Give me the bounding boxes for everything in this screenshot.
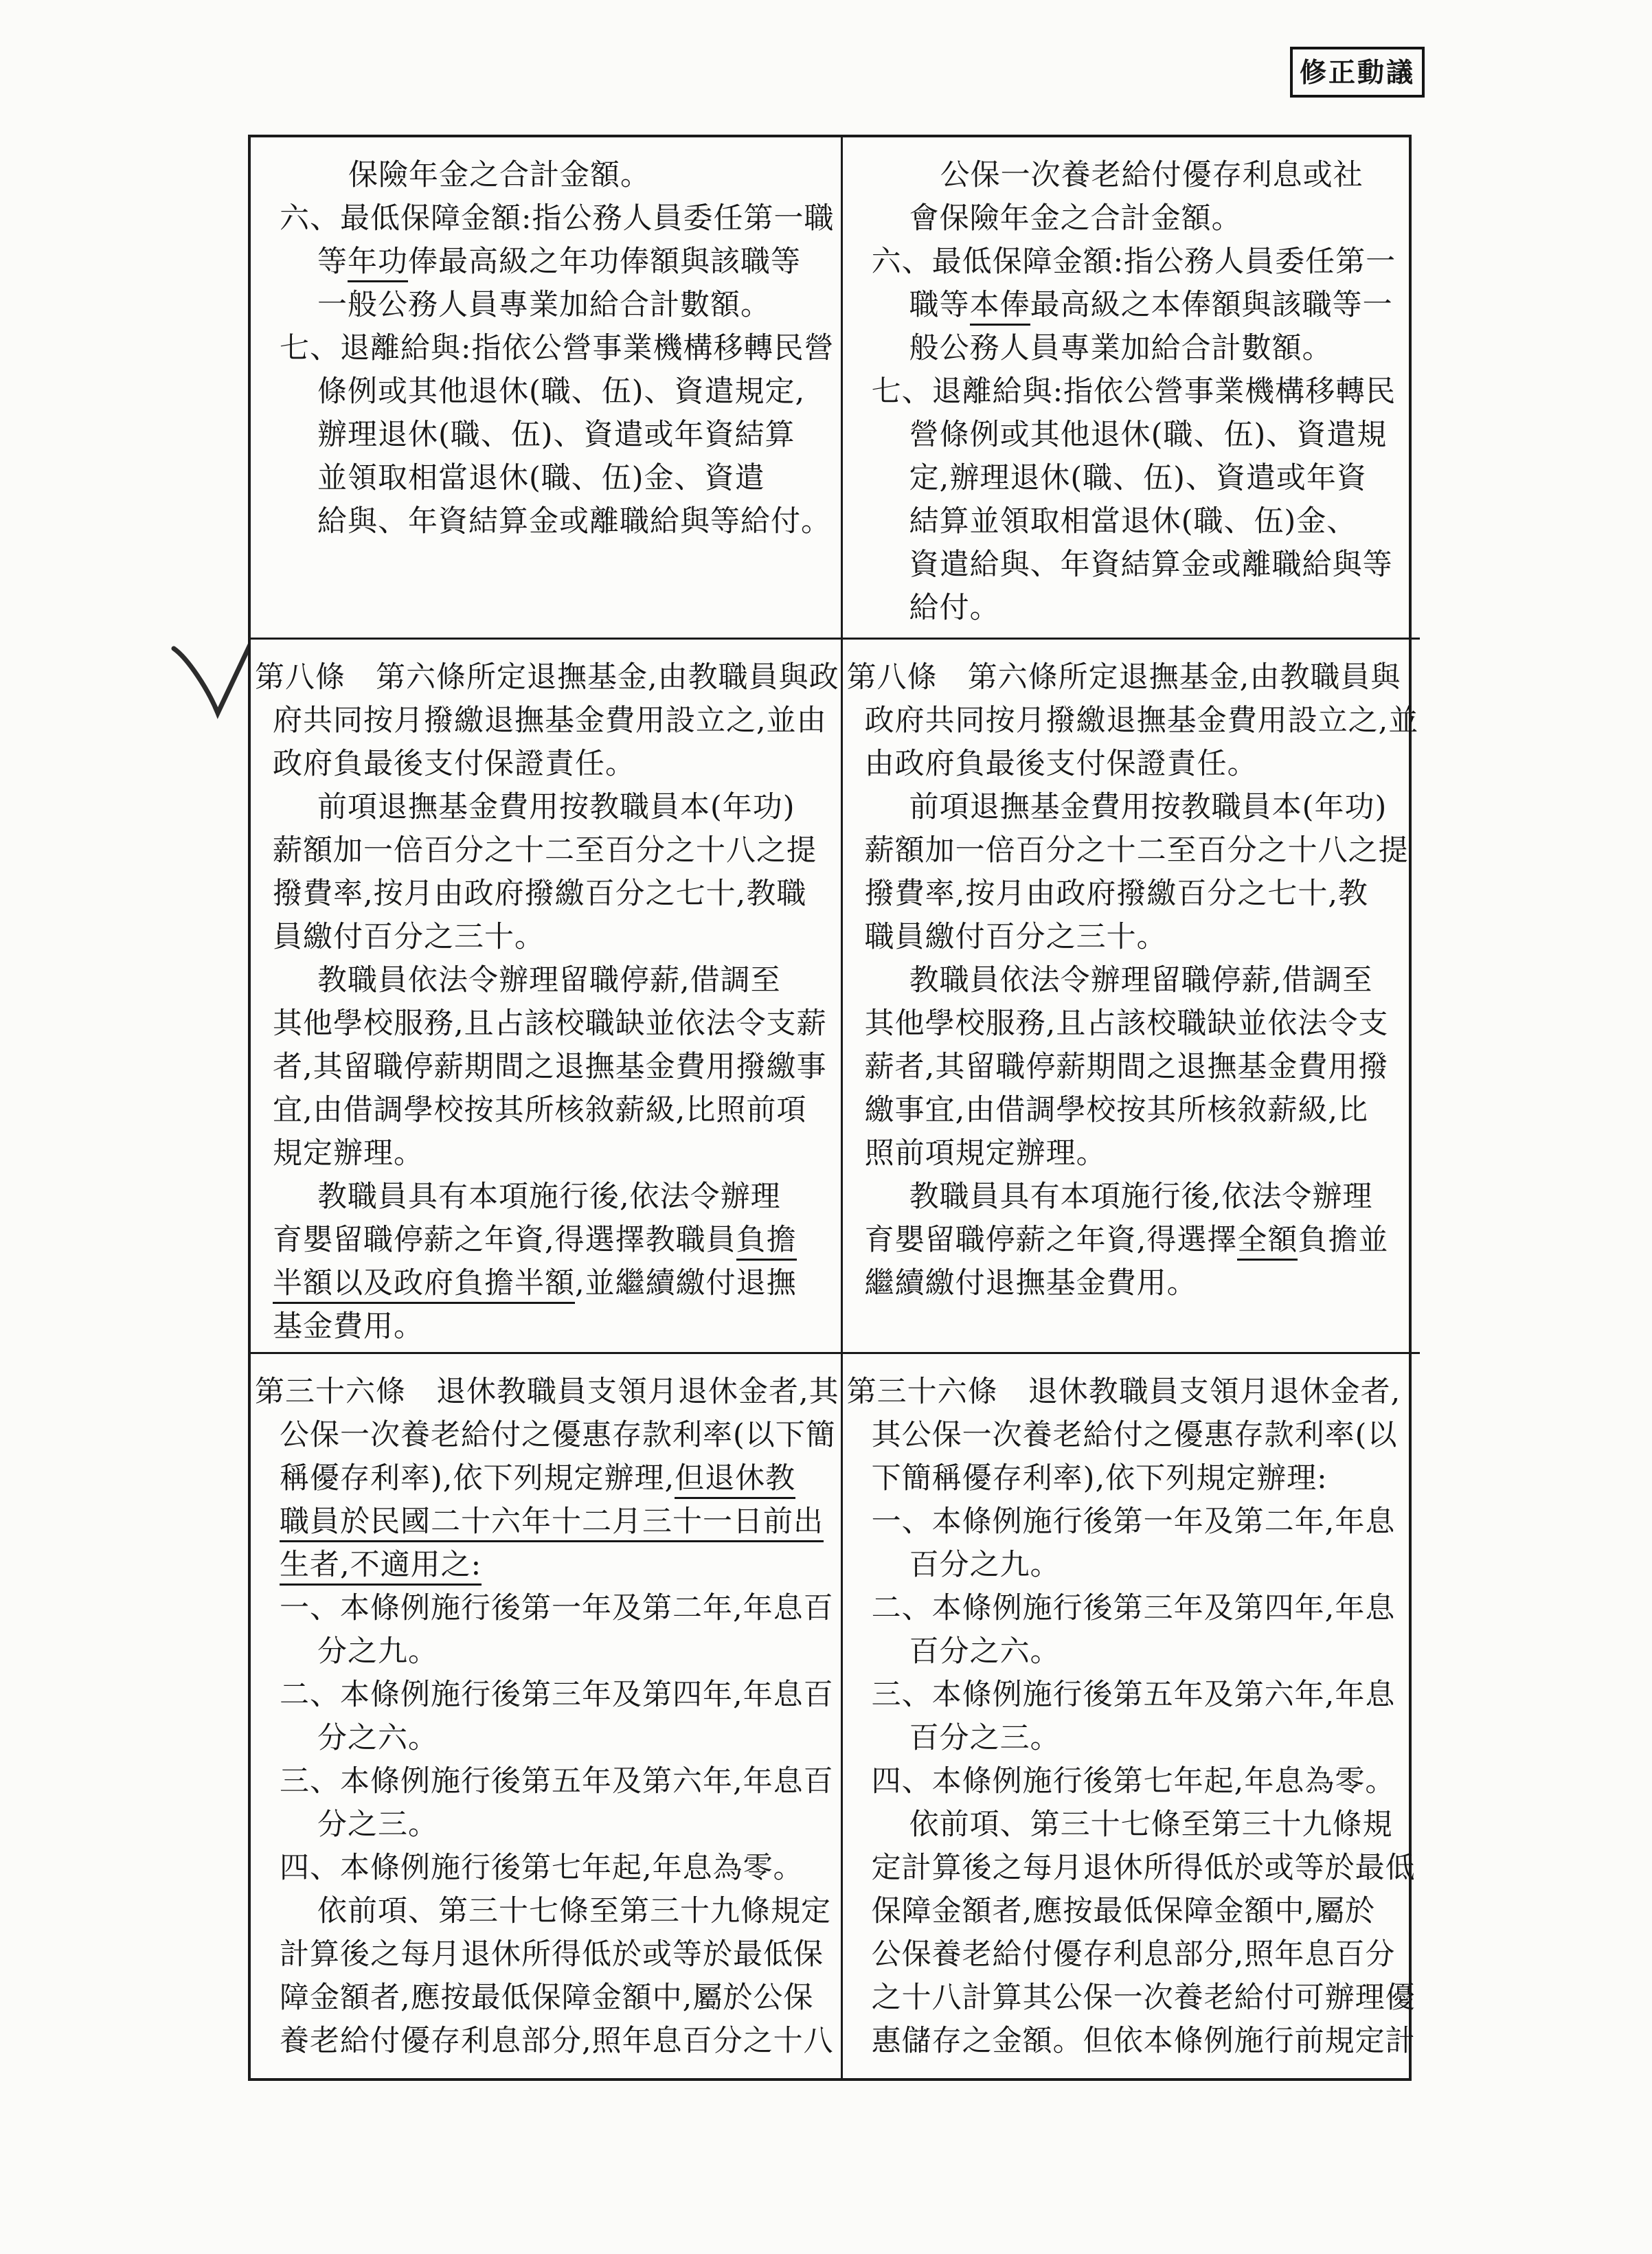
text-line: 之十八計算其公保一次養老給付可辦理優: [871, 1981, 1416, 2015]
text-line: 並領取相當退休(職、伍)金、資遣: [317, 461, 765, 495]
text-line: 基金費用。: [273, 1309, 424, 1344]
text-line: 保險年金之合計金額。: [348, 158, 650, 192]
text-line: 三、本條例施行後第五年及第六年,年息百: [280, 1764, 834, 1799]
text-line: 半額以及政府負擔半額,並繼續繳付退撫: [252, 1262, 839, 1305]
text-line: 撥費率,按月由政府撥繳百分之七十,教職: [273, 877, 807, 911]
text-line: 教職員依法令辦理留職停薪,借調至: [909, 963, 1373, 998]
text-line: 會保險年金之合計金額。: [909, 201, 1242, 236]
cell-row2-right: [843, 640, 1421, 1354]
text-line: 職員於民國二十六年十二月三十一日前出: [252, 1500, 839, 1544]
text-line: 生者,不適用之:: [252, 1544, 839, 1587]
text-line: 給付。: [909, 591, 1000, 625]
text-line: 條例或其他退休(職、伍)、資遣規定,: [317, 374, 806, 409]
text-line: 教職員具有本項施行後,依法令辦理: [909, 1180, 1373, 1214]
text-line: 第三十六條 退休教職員支領月退休金者,: [846, 1375, 1401, 1409]
text-line: 七、退離給與:指依公營事業機構移轉民: [871, 374, 1396, 409]
text-line: 百分之九。: [909, 1548, 1061, 1582]
text-line: 規定辦理。: [273, 1136, 424, 1171]
cell-row2-left: [251, 640, 843, 1354]
text-line: 薪額加一倍百分之十二至百分之十八之提: [864, 833, 1409, 868]
text-line: 二、本條例施行後第三年及第四年,年息: [871, 1591, 1396, 1625]
text-line: 撥費率,按月由政府撥繳百分之七十,教: [864, 877, 1369, 911]
text-line: 政府負最後支付保證責任。: [273, 747, 635, 781]
text-line: 六、最低保障金額:指公務人員委任第一: [871, 245, 1396, 279]
text-line: 繼續繳付退撫基金費用。: [864, 1266, 1197, 1300]
text-line: 計算後之每月退休所得低於或等於最低保: [280, 1937, 824, 1972]
text-line: 其他學校服務,且占該校職缺並依法令支薪: [273, 1006, 827, 1041]
text-line: 公保一次養老給付之優惠存款利率(以下簡: [280, 1418, 836, 1452]
text-line: 四、本條例施行後第七年起,年息為零。: [871, 1764, 1396, 1799]
cell-row3-left: [251, 1354, 843, 2078]
text-line: 下簡稱優存利率),依下列規定辦理:: [871, 1461, 1328, 1496]
text-line: 第三十六條 退休教職員支領月退休金者,其: [255, 1375, 839, 1409]
cell-row3-right: [843, 1354, 1421, 2078]
cell-row1-right: [843, 137, 1421, 640]
text-line: 定,辦理退休(職、伍)、資遣或年資: [909, 461, 1367, 495]
text-line: 照前項規定辦理。: [864, 1136, 1107, 1171]
text-line: 二、本條例施行後第三年及第四年,年息百: [280, 1678, 834, 1712]
amendment-motion-stamp: 修正動議: [1290, 47, 1425, 98]
text-line: 定計算後之每月退休所得低於或等於最低: [871, 1851, 1416, 1885]
text-line: 第八條 第六條所定退撫基金,由教職員與政: [255, 660, 839, 695]
text-line: 結算並領取相當退休(職、伍)金、: [909, 504, 1357, 539]
text-line: 第八條 第六條所定退撫基金,由教職員與: [846, 660, 1401, 695]
text-line: 障金額者,應按最低保障金額中,屬於公保: [280, 1981, 814, 2015]
text-line: 前項退撫基金費用按教職員本(年功): [909, 790, 1388, 824]
text-line: 由政府負最後支付保證責任。: [864, 747, 1258, 781]
text-line: 教職員具有本項施行後,依法令辦理: [317, 1180, 781, 1214]
text-line: 宜,由借調學校按其所核敘薪級,比照前項: [273, 1093, 807, 1127]
text-line: 養老給付優存利息部分,照年息百分之十八: [280, 2024, 834, 2058]
text-line: 繳事宜,由借調學校按其所核敘薪級,比: [864, 1093, 1369, 1127]
text-line: 百分之六。: [909, 1634, 1061, 1669]
text-line: 育嬰留職停薪之年資,得選擇全額負擔並: [844, 1219, 1419, 1262]
text-line: 其他學校服務,且占該校職缺並依法令支: [864, 1006, 1389, 1041]
text-line: 一、本條例施行後第一年及第二年,年息百: [280, 1591, 834, 1625]
text-line: 般公務人員專業加給合計數額。: [909, 331, 1333, 365]
text-line: 職等本俸最高級之本俸額與該職等一: [844, 284, 1419, 327]
text-line: 薪者,其留職停薪期間之退撫基金費用撥: [864, 1050, 1389, 1084]
comparison-table: [248, 135, 1419, 2081]
text-line: 政府共同按月撥繳退撫基金費用設立之,並: [864, 703, 1419, 738]
text-line: 者,其留職停薪期間之退撫基金費用撥繳事: [273, 1050, 827, 1084]
text-line: 分之九。: [317, 1634, 438, 1669]
text-line: 育嬰留職停薪之年資,得選擇教職員負擔: [252, 1219, 839, 1262]
text-line: 依前項、第三十七條至第三十九條規: [909, 1807, 1393, 1842]
text-line: 一般公務人員專業加給合計數額。: [317, 288, 771, 322]
text-line: 保障金額者,應按最低保障金額中,屬於: [871, 1894, 1376, 1928]
text-line: 分之六。: [317, 1721, 438, 1755]
text-line: 營條例或其他退休(職、伍)、資遣規: [909, 418, 1388, 452]
text-line: 惠儲存之金額。但依本條例施行前規定計: [871, 2024, 1416, 2058]
text-line: 前項退撫基金費用按教職員本(年功): [317, 790, 795, 824]
text-line: 府共同按月撥繳退撫基金費用設立之,並由: [273, 703, 827, 738]
text-line: 三、本條例施行後第五年及第六年,年息: [871, 1678, 1396, 1712]
text-line: 等年功俸最高級之年功俸額與該職等: [252, 240, 839, 284]
text-line: 四、本條例施行後第七年起,年息為零。: [280, 1851, 804, 1885]
text-line: 七、退離給與:指依公營事業機構移轉民營: [280, 331, 835, 365]
text-line: 百分之三。: [909, 1721, 1061, 1755]
text-line: 薪額加一倍百分之十二至百分之十八之提: [273, 833, 817, 868]
text-line: 依前項、第三十七條至第三十九條規定: [317, 1894, 831, 1928]
text-line: 稱優存利率),依下列規定辦理,但退休教: [252, 1457, 839, 1500]
text-line: 員繳付百分之三十。: [273, 920, 545, 954]
text-line: 給與、年資結算金或離職給與等給付。: [317, 504, 831, 539]
text-line: 教職員依法令辦理留職停薪,借調至: [317, 963, 781, 998]
text-line: 職員繳付百分之三十。: [864, 920, 1167, 954]
text-line: 一、本條例施行後第一年及第二年,年息: [871, 1504, 1396, 1539]
text-line: 資遣給與、年資結算金或離職給與等: [909, 548, 1393, 582]
cell-row1-left: [251, 137, 843, 640]
text-line: 公保養老給付優存利息部分,照年息百分: [871, 1937, 1396, 1972]
text-line: 分之三。: [317, 1807, 438, 1842]
text-line: 其公保一次養老給付之優惠存款利率(以: [871, 1418, 1398, 1452]
text-line: 公保一次養老給付優存利息或社: [940, 158, 1364, 192]
text-line: 六、最低保障金額:指公務人員委任第一職: [280, 201, 835, 236]
text-line: 辦理退休(職、伍)、資遣或年資結算: [317, 418, 795, 452]
